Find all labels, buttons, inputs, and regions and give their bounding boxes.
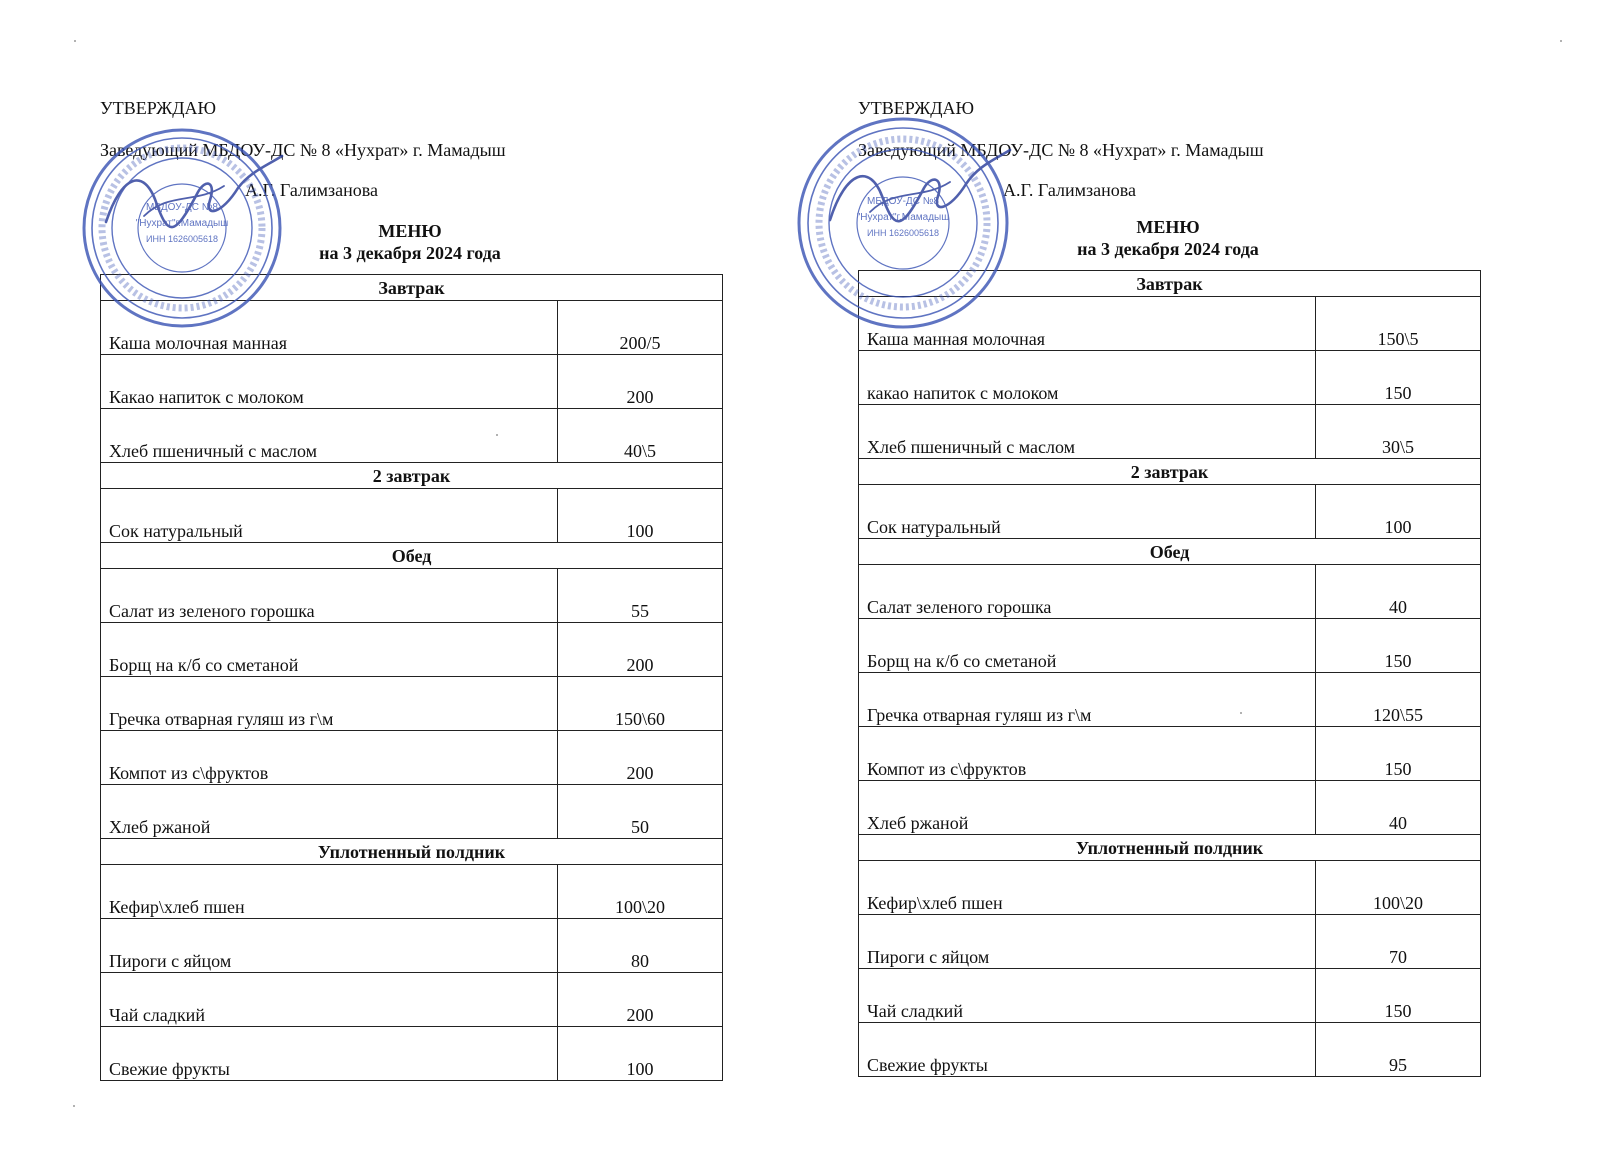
- scan-speck: [73, 1105, 75, 1107]
- scan-speck: [74, 40, 76, 42]
- table-row: [101, 677, 723, 731]
- handwritten-signature-stroke: [870, 182, 950, 212]
- portion-size: 30\5: [1316, 405, 1481, 459]
- stamp-text-line: ИНН 1626005618: [866, 228, 940, 238]
- portion-size: 100\20: [558, 865, 723, 919]
- section-title: Завтрак: [859, 271, 1481, 297]
- portion-size: 150\60: [558, 677, 723, 731]
- dish-name: Борщ на к/б со сметаной: [859, 619, 1316, 673]
- dish-name: Сок натуральный: [859, 485, 1316, 539]
- table-row: [859, 861, 1481, 915]
- director-position: Заведующий МБДОУ-ДС № 8 «Нухрат» г. Мамадыш: [858, 140, 1264, 160]
- dish-name: Хлеб ржаной: [859, 781, 1316, 835]
- table-row: [101, 785, 723, 839]
- table-row: [859, 969, 1481, 1023]
- portion-size: 200/5: [558, 301, 723, 355]
- table-row: [859, 565, 1481, 619]
- dish-name: Свежие фрукты: [101, 1027, 558, 1081]
- dish-name: Пироги с яйцом: [859, 915, 1316, 969]
- portion-size: 150\5: [1316, 297, 1481, 351]
- portion-size: 150: [1316, 351, 1481, 405]
- table-row: [101, 355, 723, 409]
- dish-name: Хлеб пшеничный с маслом: [101, 409, 558, 463]
- portion-size: 40: [1316, 565, 1481, 619]
- menu-date: на 3 декабря 2024 года: [319, 243, 501, 263]
- table-row: [101, 569, 723, 623]
- portion-size: 100\20: [1316, 861, 1481, 915]
- section-title: Обед: [859, 539, 1481, 565]
- dish-name: Каша молочная манная: [101, 301, 558, 355]
- menu-date: на 3 декабря 2024 года: [1077, 239, 1259, 259]
- dish-name: Салат из зеленого горошка: [101, 569, 558, 623]
- dish-name: Хлеб ржаной: [101, 785, 558, 839]
- director-name: А.Г. Галимзанова: [1003, 180, 1136, 200]
- portion-size: 200: [558, 973, 723, 1027]
- dish-name: Гречка отварная гуляш из г\м: [101, 677, 558, 731]
- director-position: Заведующий МБДОУ-ДС № 8 «Нухрат» г. Мамадыш: [100, 140, 506, 160]
- dish-name: Компот из с\фруктов: [101, 731, 558, 785]
- menu-heading: [858, 216, 1478, 260]
- dish-name: Салат зеленого горошка: [859, 565, 1316, 619]
- portion-size: 100: [1316, 485, 1481, 539]
- portion-size: 150: [1316, 727, 1481, 781]
- portion-size: 55: [558, 569, 723, 623]
- approve-title: УТВЕРЖДАЮ: [100, 98, 217, 118]
- table-row: [859, 619, 1481, 673]
- menu-title: МЕНЮ: [1136, 217, 1200, 237]
- dish-name: Кефир\хлеб пшен: [101, 865, 558, 919]
- section-row: [101, 543, 723, 569]
- table-row: [859, 351, 1481, 405]
- portion-size: 200: [558, 731, 723, 785]
- table-row: [859, 485, 1481, 539]
- handwritten-signature-stroke: [144, 186, 224, 216]
- dish-name: Какао напиток с молоком: [101, 355, 558, 409]
- portion-size: 150: [1316, 969, 1481, 1023]
- approve-title: УТВЕРЖДАЮ: [858, 98, 975, 118]
- portion-size: 50: [558, 785, 723, 839]
- table-row: [859, 405, 1481, 459]
- portion-size: 40: [1316, 781, 1481, 835]
- portion-size: 200: [558, 623, 723, 677]
- table-row: [101, 973, 723, 1027]
- stamp-text-line: МБДОУ-ДС №8: [146, 202, 218, 213]
- section-title: Уплотненный полдник: [101, 839, 723, 865]
- section-title: 2 завтрак: [101, 463, 723, 489]
- dish-name: какао напиток с молоком: [859, 351, 1316, 405]
- table-row: [859, 297, 1481, 351]
- dish-name: Кефир\хлеб пшен: [859, 861, 1316, 915]
- section-title: 2 завтрак: [859, 459, 1481, 485]
- section-row: [101, 275, 723, 301]
- dish-name: Каша манная молочная: [859, 297, 1316, 351]
- menu-document-left: [100, 0, 860, 1164]
- section-title: Обед: [101, 543, 723, 569]
- portion-size: 40\5: [558, 409, 723, 463]
- portion-size: 95: [1316, 1023, 1481, 1077]
- stamp-text-line: ИНН 1626005618: [145, 234, 219, 244]
- table-row: [101, 301, 723, 355]
- menu-document-right: [858, 0, 1600, 1164]
- menu-table: [858, 270, 1481, 1077]
- menu-title: МЕНЮ: [378, 221, 442, 241]
- table-row: [101, 1027, 723, 1081]
- section-row: [859, 271, 1481, 297]
- dish-name: Чай сладкий: [101, 973, 558, 1027]
- table-row: [101, 489, 723, 543]
- section-row: [859, 459, 1481, 485]
- section-row: [101, 839, 723, 865]
- menu-table: [100, 274, 723, 1081]
- section-title: Завтрак: [101, 275, 723, 301]
- table-row: [859, 1023, 1481, 1077]
- table-row: [859, 727, 1481, 781]
- director-name: А.Г. Галимзанова: [245, 180, 378, 200]
- portion-size: 120\55: [1316, 673, 1481, 727]
- portion-size: 200: [558, 355, 723, 409]
- section-row: [859, 539, 1481, 565]
- dish-name: Свежие фрукты: [859, 1023, 1316, 1077]
- dish-name: Чай сладкий: [859, 969, 1316, 1023]
- table-row: [101, 865, 723, 919]
- section-row: [101, 463, 723, 489]
- dish-name: Пироги с яйцом: [101, 919, 558, 973]
- portion-size: 100: [558, 1027, 723, 1081]
- table-row: [101, 919, 723, 973]
- portion-size: 100: [558, 489, 723, 543]
- section-row: [859, 835, 1481, 861]
- menu-heading: [100, 220, 720, 264]
- table-row: [859, 673, 1481, 727]
- stamp-text-line: "Нухрат"г.Мамадыш: [135, 218, 229, 229]
- dish-name: Гречка отварная гуляш из г\м: [859, 673, 1316, 727]
- dish-name: Борщ на к/б со сметаной: [101, 623, 558, 677]
- table-row: [101, 409, 723, 463]
- stamp-text-line: "Нухрат"г.Мамадыш: [856, 212, 950, 223]
- portion-size: 70: [1316, 915, 1481, 969]
- table-row: [101, 731, 723, 785]
- table-row: [859, 915, 1481, 969]
- table-row: [101, 623, 723, 677]
- stamp-text-line: МБДОУ-ДС №8: [867, 196, 939, 207]
- portion-size: 80: [558, 919, 723, 973]
- portion-size: 150: [1316, 619, 1481, 673]
- dish-name: Хлеб пшеничный с маслом: [859, 405, 1316, 459]
- dish-name: Компот из с\фруктов: [859, 727, 1316, 781]
- table-row: [859, 781, 1481, 835]
- section-title: Уплотненный полдник: [859, 835, 1481, 861]
- dish-name: Сок натуральный: [101, 489, 558, 543]
